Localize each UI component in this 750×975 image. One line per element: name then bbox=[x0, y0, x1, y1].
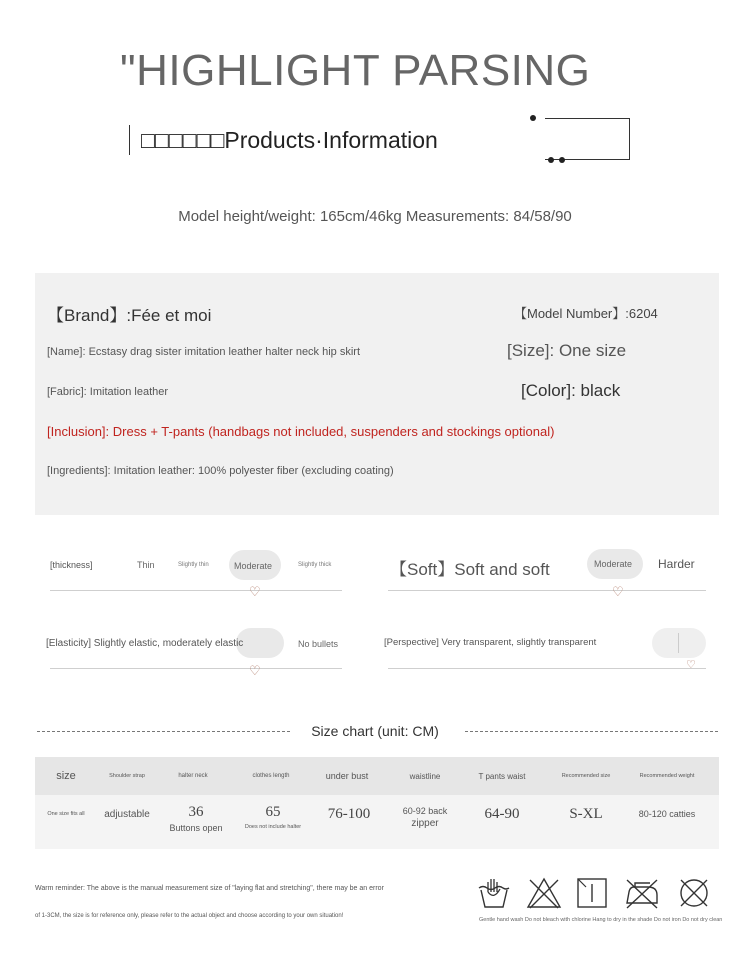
table-cell bbox=[543, 795, 629, 833]
table-cell bbox=[469, 795, 535, 833]
perspective-label: [Perspective] Very transparent, slightly transparent bbox=[384, 637, 597, 648]
thickness-option-slightly-thin: Slightly thin bbox=[178, 562, 209, 568]
page-title: "HIGHLIGHT PARSING bbox=[120, 46, 591, 95]
cell-recommended-size: S-XL bbox=[569, 805, 603, 822]
cell-waistline: 60-92 back bbox=[402, 806, 448, 816]
column-header: Shoulder strap bbox=[109, 773, 145, 779]
cell-halter-neck: 36 bbox=[188, 804, 204, 820]
perspective-selected-highlight bbox=[652, 628, 706, 658]
decorative-dot bbox=[530, 115, 536, 121]
table-cell bbox=[157, 804, 235, 833]
table-cell bbox=[97, 795, 157, 833]
decorative-bracket bbox=[545, 118, 630, 160]
thickness-option-slightly-thick: Slightly thick bbox=[298, 562, 332, 568]
elasticity-label: [Elasticity] Slightly elastic, moderately elastic bbox=[46, 638, 244, 649]
ingredients-text: [Ingredients]: Imitation leather: 100% polyester fiber (excluding coating) bbox=[47, 465, 394, 477]
column-header: halter neck bbox=[178, 773, 208, 779]
column-header: T pants waist bbox=[478, 771, 526, 781]
title-divider bbox=[129, 125, 130, 155]
no-dry-clean-icon bbox=[676, 876, 712, 910]
heart-marker-icon: ♡ bbox=[249, 663, 261, 678]
table-cell bbox=[229, 804, 317, 830]
decorative-dot bbox=[548, 157, 554, 163]
column-header: size bbox=[56, 770, 76, 782]
table-cell bbox=[313, 795, 385, 833]
reminder-line-2: of 1-3CM, the size is for reference only, please refer to the actual object and choose according to your own situation! bbox=[35, 913, 344, 919]
thickness-option-moderate: Moderate bbox=[234, 561, 273, 571]
elasticity-option-no-bullets: No bullets bbox=[298, 639, 339, 649]
soft-option-harder: Harder bbox=[658, 557, 695, 571]
color-text: [Color]: black bbox=[521, 381, 621, 400]
cell-t-pants-waist: 64-90 bbox=[484, 805, 520, 822]
name-text: [Name]: Ecstasy drag sister imitation leather halter neck hip skirt bbox=[47, 346, 361, 358]
fabric-text: [Fabric]: Imitation leather bbox=[47, 386, 169, 398]
column-header: under bust bbox=[325, 771, 369, 781]
column-header: Recommended size bbox=[561, 773, 611, 779]
table-cell bbox=[35, 795, 97, 833]
heart-marker-icon: ♡ bbox=[612, 584, 624, 599]
thickness-scale-line bbox=[50, 590, 342, 591]
soft-option-moderate: Moderate bbox=[594, 559, 633, 569]
inclusion-text: [Inclusion]: Dress + T-pants (handbags not included, suspenders and stockings optional) bbox=[47, 424, 555, 439]
care-instructions-text: Gentle hand wash Do not bleach with chlorine Hang to dry in the shade Do not iron Do not dry clean bbox=[479, 917, 723, 923]
heart-marker-icon: ♡ bbox=[686, 659, 696, 671]
cell-shoulder-strap: adjustable bbox=[104, 808, 150, 820]
cell-clothes-length-note: Does not include halter bbox=[244, 824, 302, 830]
hand-wash-icon bbox=[476, 876, 512, 910]
size-chart-title bbox=[0, 723, 750, 739]
heart-marker-icon: ♡ bbox=[249, 584, 261, 599]
cell-recommended-weight: 80-120 catties bbox=[638, 809, 696, 819]
decorative-dot bbox=[559, 157, 565, 163]
cell-waistline-note: zipper bbox=[411, 818, 439, 829]
elasticity-scale-line bbox=[50, 668, 342, 669]
column-header: Recommended weight bbox=[639, 773, 695, 779]
brand-text: 【Brand】:Fée et moi bbox=[47, 306, 212, 325]
no-iron-icon bbox=[624, 876, 660, 910]
cell-under-bust: 76-100 bbox=[327, 805, 371, 822]
cell-halter-neck-note: Buttons open bbox=[169, 823, 223, 833]
soft-label: 【Soft】Soft and soft bbox=[390, 560, 550, 579]
table-cell bbox=[381, 806, 469, 829]
cell-size: One size fits all bbox=[47, 811, 85, 817]
cell-clothes-length: 65 bbox=[265, 804, 281, 820]
table-cell bbox=[629, 795, 705, 833]
size-text: [Size]: One size bbox=[507, 341, 627, 360]
column-header: waistline bbox=[409, 771, 441, 781]
no-bleach-icon bbox=[526, 876, 562, 910]
soft-scale-line bbox=[388, 590, 706, 591]
size-chart-title-text: Size chart (unit: CM) bbox=[299, 723, 451, 739]
perspective-scale-line bbox=[388, 668, 706, 669]
model-info: Model height/weight: 165cm/46kg Measurements: 84/58/90 bbox=[178, 208, 572, 225]
hang-dry-shade-icon bbox=[574, 876, 610, 910]
section-subtitle: □□□□□□Products·Information bbox=[141, 127, 438, 153]
column-header: clothes length bbox=[252, 773, 290, 779]
thickness-label: [thickness] bbox=[50, 560, 93, 570]
perspective-tick bbox=[678, 633, 679, 653]
model-number-text: 【Model Number】:6204 bbox=[514, 306, 658, 321]
reminder-line-1: Warm reminder: The above is the manual measurement size of "laying flat and stretching", there may be an error bbox=[35, 885, 384, 892]
thickness-option-thin: Thin bbox=[137, 560, 155, 570]
